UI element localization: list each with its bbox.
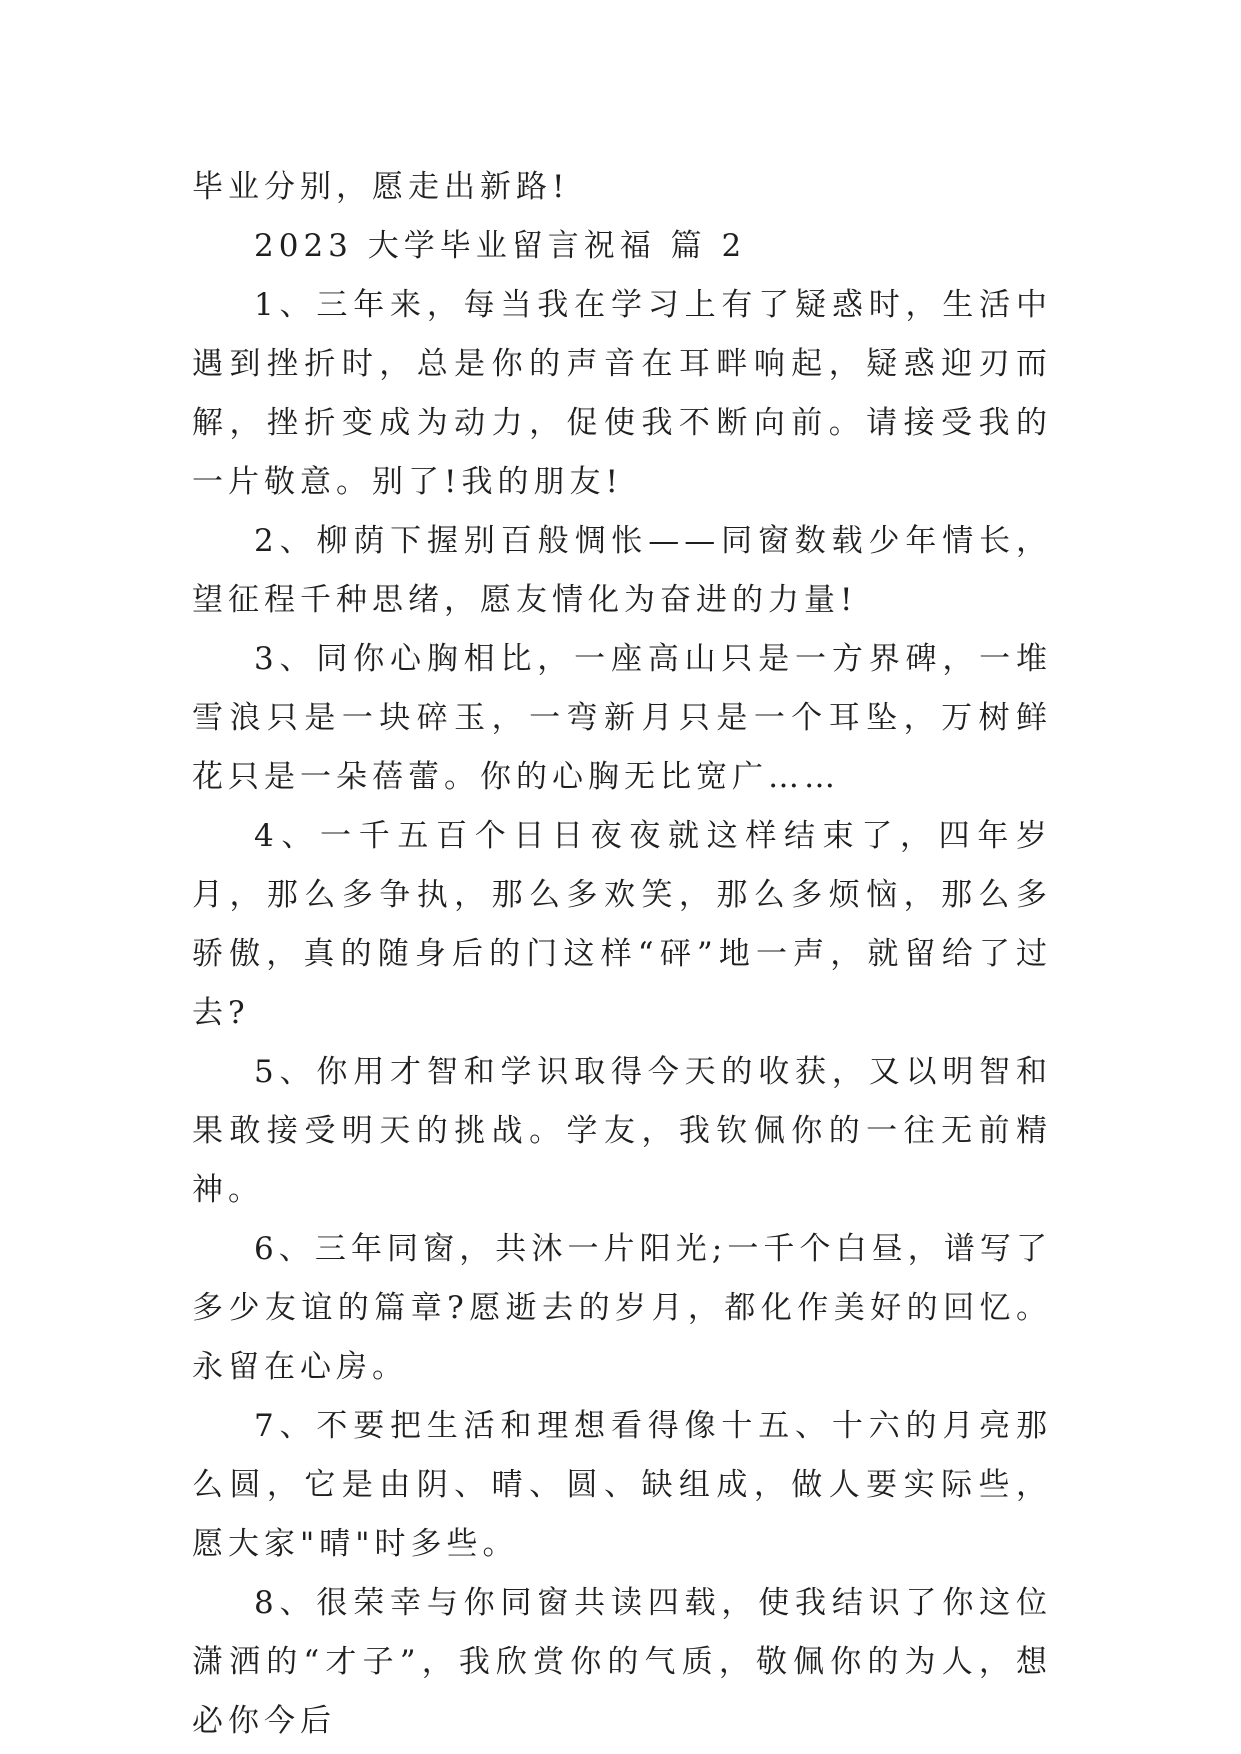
paragraph-7: 7、不要把生活和理想看得像十五、十六的月亮那么圆，它是由阴、晴、圆、缺组成，做人要实际些，愿大家"晴"时多些。 <box>192 1408 1052 1562</box>
continuation-line: 毕业分别，愿走出新路! <box>192 169 570 205</box>
paragraph-2: 2、柳荫下握别百般惆怅——同窗数载少年情长，望征程千种思绪，愿友情化为奋进的力量! <box>192 523 1052 618</box>
paragraph-3: 3、同你心胸相比，一座高山只是一方界碑，一堆雪浪只是一块碎玉，一弯新月只是一个耳坠，万树鲜花只是一朵蓓蕾。你的心胸无比宽广…… <box>192 641 1052 795</box>
paragraph-5: 5、你用才智和学识取得今天的收获，又以明智和果敢接受明天的挑战。学友，我钦佩你的一往无前精神。 <box>192 1054 1052 1208</box>
document-page <box>192 158 1052 1751</box>
section-title: 2023 大学毕业留言祝福 篇 2 <box>254 228 747 264</box>
paragraph-1: 1、三年来，每当我在学习上有了疑惑时，生活中遇到挫折时，总是你的声音在耳畔响起，疑惑迎刃而解，挫折变成为动力，促使我不断向前。请接受我的一片敬意。别了!我的朋友! <box>192 287 1052 500</box>
paragraph-8: 8、很荣幸与你同窗共读四载，使我结识了你这位潇洒的“才子”，我欣赏你的气质，敬佩你的为人，想必你今后 <box>192 1585 1052 1739</box>
paragraph-6: 6、三年同窗，共沐一片阳光;一千个白昼，谱写了多少友谊的篇章?愿逝去的岁月，都化作美好的回忆。永留在心房。 <box>192 1231 1052 1385</box>
paragraph-4: 4、一千五百个日日夜夜就这样结束了，四年岁月，那么多争执，那么多欢笑，那么多烦恼，那么多骄傲，真的随身后的门这样“砰”地一声，就留给了过去? <box>192 818 1052 1031</box>
